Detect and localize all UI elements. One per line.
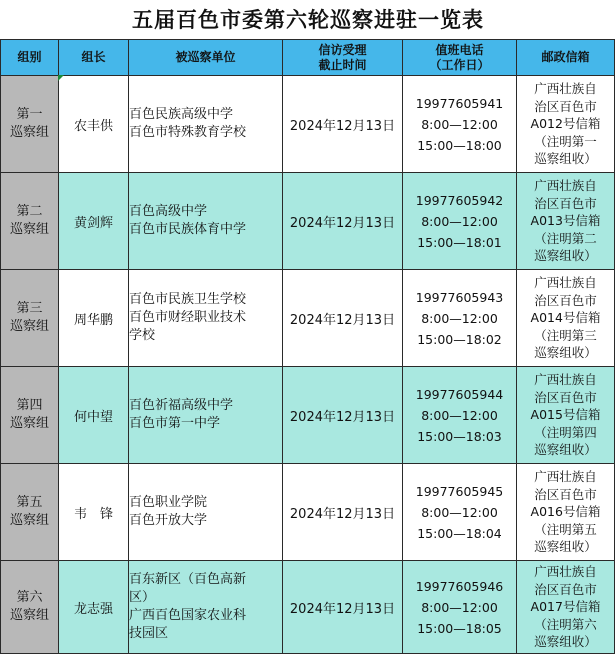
units-cell[interactable] <box>129 173 283 270</box>
header-phone-line1: 值班电话 <box>435 42 484 57</box>
group-line1: 第一 <box>16 107 43 122</box>
unit-name: 广西百色国家农业科 <box>129 608 247 623</box>
phone-cell[interactable] <box>403 270 517 367</box>
phone-number: 19977605943 <box>415 289 504 305</box>
hours-afternoon: 15:00—18:03 <box>417 428 502 444</box>
group-line2: 巡察组 <box>9 513 49 528</box>
leader-cell[interactable]: 农丰供 <box>59 76 129 173</box>
hours-afternoon: 15:00—18:05 <box>417 620 502 636</box>
header-group[interactable]: 组别 <box>1 40 59 76</box>
mailbox-line: 治区百色市 <box>534 486 597 502</box>
hours-afternoon: 15:00—18:02 <box>417 331 502 347</box>
phone-number: 19977605945 <box>415 483 504 499</box>
unit-name: 技园区 <box>129 626 169 641</box>
group-cell[interactable] <box>1 270 59 367</box>
mailbox-line: 广西壮族自 <box>534 372 597 388</box>
header-phone-line2: （工作日） <box>429 57 490 72</box>
mailbox-line: 巡察组收） <box>534 345 597 361</box>
mailbox-line: A015号信箱 <box>530 407 601 423</box>
mailbox-line: A016号信箱 <box>530 504 601 520</box>
mailbox-line: A012号信箱 <box>530 116 601 132</box>
table-row <box>1 270 615 367</box>
group-line1: 第五 <box>16 495 43 510</box>
phone-number: 19977605941 <box>415 95 504 111</box>
cell-comment-marker <box>58 75 64 81</box>
unit-name: 百色市民族体育中学 <box>129 222 247 237</box>
unit-name: 百色高级中学 <box>129 204 208 219</box>
group-line2: 巡察组 <box>9 125 49 140</box>
units-cell[interactable] <box>129 367 283 464</box>
phone-number: 19977605946 <box>415 578 504 594</box>
header-leader[interactable]: 组长 <box>59 40 129 76</box>
unit-name: 百色民族高级中学 <box>129 107 234 122</box>
header-phone[interactable] <box>403 40 517 76</box>
group-cell[interactable] <box>1 367 59 464</box>
group-cell[interactable] <box>1 464 59 561</box>
phone-cell[interactable] <box>403 367 517 464</box>
group-cell[interactable] <box>1 76 59 173</box>
deadline-cell[interactable]: 2024年12月13日 <box>283 561 403 654</box>
group-cell[interactable] <box>1 173 59 270</box>
unit-name: 学校 <box>129 328 156 343</box>
leader-cell[interactable]: 韦 锋 <box>59 464 129 561</box>
mailbox-line: 广西壮族自 <box>534 178 597 194</box>
table-row <box>1 173 615 270</box>
group-line2: 巡察组 <box>9 416 49 431</box>
group-line2: 巡察组 <box>9 608 49 623</box>
deadline-cell[interactable]: 2024年12月13日 <box>283 367 403 464</box>
mailbox-line: 治区百色市 <box>534 389 597 405</box>
hours-morning: 8:00—12:00 <box>421 504 498 520</box>
mailbox-line: A014号信箱 <box>530 310 601 326</box>
mailbox-line: （注明第五 <box>534 521 597 537</box>
leader-cell[interactable]: 何中望 <box>59 367 129 464</box>
mailbox-line: 治区百色市 <box>534 292 597 308</box>
group-line1: 第六 <box>16 590 43 605</box>
units-cell[interactable] <box>129 464 283 561</box>
group-line1: 第三 <box>16 301 43 316</box>
inspection-table <box>0 39 615 654</box>
mailbox-line: （注明第六 <box>534 616 597 632</box>
header-mailbox[interactable]: 邮政信箱 <box>517 40 615 76</box>
mailbox-line: （注明第四 <box>534 424 597 440</box>
group-line2: 巡察组 <box>9 222 49 237</box>
leader-cell[interactable]: 黄剑辉 <box>59 173 129 270</box>
units-cell[interactable] <box>129 561 283 654</box>
deadline-cell[interactable]: 2024年12月13日 <box>283 270 403 367</box>
phone-cell[interactable] <box>403 76 517 173</box>
unit-name: 百色职业学院 <box>129 495 208 510</box>
table-row <box>1 76 615 173</box>
mailbox-line: 巡察组收） <box>534 539 597 555</box>
unit-name: 百色祈福高级中学 <box>129 398 234 413</box>
sheet-title: 五届百色市委第六轮巡察进驻一览表 <box>132 7 484 32</box>
unit-name: 百色市财经职业技术 <box>129 310 247 325</box>
leader-cell[interactable]: 周华鹏 <box>59 270 129 367</box>
mailbox-line: 治区百色市 <box>534 195 597 211</box>
phone-cell[interactable] <box>403 173 517 270</box>
mailbox-line: （注明第一 <box>534 133 597 149</box>
mailbox-line: 广西壮族自 <box>534 469 597 485</box>
group-line1: 第四 <box>16 398 43 413</box>
header-deadline-line2: 截止时间 <box>318 57 367 72</box>
mailbox-cell[interactable] <box>517 561 615 654</box>
hours-morning: 8:00—12:00 <box>421 407 498 423</box>
hours-morning: 8:00—12:00 <box>421 599 498 615</box>
mailbox-line: 广西壮族自 <box>534 564 597 580</box>
header-row <box>1 40 615 76</box>
mailbox-cell[interactable] <box>517 270 615 367</box>
mailbox-cell[interactable] <box>517 464 615 561</box>
mailbox-line: 巡察组收） <box>534 248 597 264</box>
group-cell[interactable] <box>1 561 59 654</box>
mailbox-line: （注明第三 <box>534 327 597 343</box>
unit-name: 区） <box>129 590 156 605</box>
leader-cell[interactable]: 龙志强 <box>59 561 129 654</box>
mailbox-line: 广西壮族自 <box>534 81 597 97</box>
table-row <box>1 367 615 464</box>
units-cell[interactable] <box>129 76 283 173</box>
unit-name: 百东新区（百色高新 <box>129 572 247 587</box>
hours-afternoon: 15:00—18:00 <box>417 137 502 153</box>
mailbox-cell[interactable] <box>517 173 615 270</box>
mailbox-line: 广西壮族自 <box>534 275 597 291</box>
mailbox-line: 巡察组收） <box>534 151 597 167</box>
group-line2: 巡察组 <box>9 319 49 334</box>
hours-morning: 8:00—12:00 <box>421 310 498 326</box>
table-body <box>1 76 615 654</box>
unit-name: 百色开放大学 <box>129 513 208 528</box>
hours-morning: 8:00—12:00 <box>421 213 498 229</box>
unit-name: 百色市第一中学 <box>129 416 221 431</box>
phone-number: 19977605944 <box>415 386 504 402</box>
phone-cell[interactable] <box>403 464 517 561</box>
header-deadline-line1: 信访受理 <box>318 42 367 57</box>
hours-afternoon: 15:00—18:04 <box>417 525 502 541</box>
hours-morning: 8:00—12:00 <box>421 116 498 132</box>
group-line1: 第二 <box>16 204 43 219</box>
mailbox-line: 巡察组收） <box>534 442 597 458</box>
mailbox-cell[interactable] <box>517 76 615 173</box>
table-row <box>1 561 615 654</box>
mailbox-line: 巡察组收） <box>534 634 597 650</box>
mailbox-cell[interactable] <box>517 367 615 464</box>
mailbox-line: A017号信箱 <box>530 599 601 615</box>
header-units[interactable]: 被巡察单位 <box>129 40 283 76</box>
units-cell[interactable] <box>129 270 283 367</box>
deadline-cell[interactable]: 2024年12月13日 <box>283 464 403 561</box>
unit-name: 百色市特殊教育学校 <box>129 125 247 140</box>
mailbox-line: 治区百色市 <box>534 581 597 597</box>
phone-number: 19977605942 <box>415 192 504 208</box>
deadline-cell[interactable]: 2024年12月13日 <box>283 173 403 270</box>
unit-name: 百色市民族卫生学校 <box>129 292 247 307</box>
phone-cell[interactable] <box>403 561 517 654</box>
hours-afternoon: 15:00—18:01 <box>417 234 502 250</box>
mailbox-line: A013号信箱 <box>530 213 601 229</box>
mailbox-line: （注明第二 <box>534 230 597 246</box>
header-deadline[interactable] <box>283 40 403 76</box>
mailbox-line: 治区百色市 <box>534 98 597 114</box>
deadline-cell[interactable]: 2024年12月13日 <box>283 76 403 173</box>
table-row <box>1 464 615 561</box>
